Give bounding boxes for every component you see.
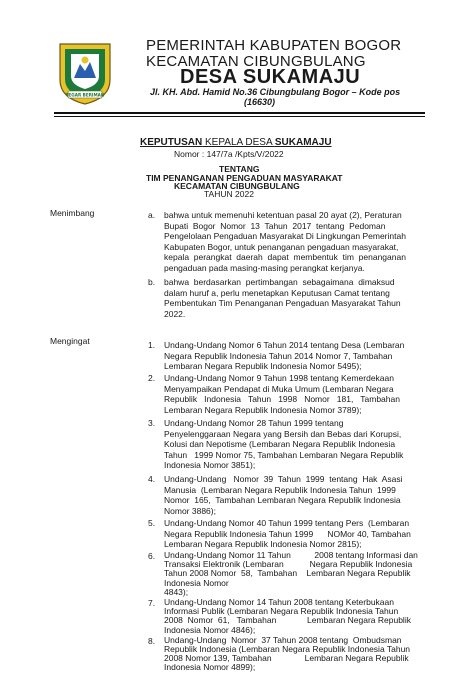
header-district: KECAMATAN CIBUNGBULANG (146, 53, 366, 70)
text-line: Undang-Undang Nomor 40 Tahun 1999 tentang Pers (Lembaran (164, 518, 410, 528)
menimbang-item-a (164, 210, 406, 274)
text-line: Lembaran Negara Republik Indonesia Nomor 5495); (164, 361, 362, 372)
mengingat-marker-1: 1. (148, 340, 156, 350)
menimbang-label: Menimbang (50, 208, 95, 218)
text-line: Kolusi dan Nepotisme (Lembaran Negara Republik Indonesia (164, 439, 396, 450)
text-line: Transaksi Elektronik (Lembaran Negara Republik Indonesia (164, 559, 413, 570)
mengingat-marker-8: 8. (148, 635, 156, 646)
text-line: bahwa untuk memenuhi ketentuan pasal 20 ayat (2), Peraturan (164, 210, 402, 220)
header-postcode: (16630) (244, 97, 276, 107)
menimbang-marker-b: b. (148, 277, 156, 287)
header-address: Jl. KH. Abd. Hamid No.36 Cibungbulang Bogor – Kode pos (150, 87, 401, 97)
text-line: 2022. (164, 308, 186, 319)
mengingat-item-1 (164, 340, 404, 372)
text-line: Indonesia Nomor (164, 577, 229, 588)
text-line: Indonesia Nomor 3851); (164, 460, 256, 471)
mengingat-item-6 (164, 551, 418, 597)
header-village: DESA SUKAMAJU (180, 66, 361, 88)
text-line: pengaduan pada masing-masing perangkat kerjanya. (164, 262, 365, 273)
kabupaten-bogor-logo (56, 40, 114, 106)
text-line: Undang-Undang Nomor 28 Tahun 1999 tentang (164, 418, 344, 428)
text-line: Nomor 165, Tambahan Lembaran Negara Republik Indonesia (164, 495, 401, 506)
text-line: Republik Indonesia Tahun 1998 Nomor 181, Tambahan (164, 394, 400, 405)
decree-subject-line1: TIM PENANGANAN PENGADUAN MASYARAKAT (146, 173, 343, 183)
menimbang-marker-a: a. (148, 210, 156, 220)
mengingat-item-4 (164, 474, 402, 516)
text-line: bahwa berdasarkan pertimbangan sebagaimana dimaksud (164, 277, 395, 287)
text-line: Pembentukan Tim Penanganan Pengaduan Masyarakat Tahun (164, 298, 401, 309)
text-line: 2008 Nomor 61, Tambahan Lembaran Negara Republik (164, 615, 411, 626)
header-government: PEMERINTAH KABUPATEN BOGOR (146, 37, 402, 54)
menimbang-item-b (164, 277, 401, 319)
letterhead-divider (54, 112, 425, 114)
text-line: kepala perangkat daerah dapat membentuk tim penanganan (164, 252, 406, 263)
text-line: Lembaran Negara Republik Indonesia Nomor 2815); (164, 539, 362, 550)
text-line: Undang-Undang Nomor 11 Tahun 2008 tentang Informasi dan (164, 550, 418, 560)
text-line: Negara Republik Indonesia Tahun 1999 NOMor 40, Tambahan (164, 528, 411, 539)
text-line: Tahun 1999 Nomor 75, Tambahan Lembaran Negara Republik (164, 449, 404, 460)
text-line: Undang-Undang Nomor 14 Tahun 2008 tentang Keterbukaan (164, 597, 394, 607)
decree-title-middle: KEPALA DESA (202, 137, 275, 148)
text-line: Kabupaten Bogor, untuk penanganan pengaduan masyarakat, (164, 241, 399, 252)
mengingat-item-5 (164, 518, 411, 550)
text-line: Manusia (Lembaran Negara Republik Indonesia Tahun 1999 (164, 484, 396, 495)
mengingat-item-8 (164, 636, 410, 673)
mengingat-marker-2: 2. (148, 373, 156, 383)
text-line: Undang-Undang Nomor 37 Tahun 2008 tentang Ombudsman (164, 634, 402, 645)
text-line: 4843); (164, 586, 189, 597)
text-line: Menyampaikan Pendapat di Muka Umum (Lembaran Negara (164, 383, 394, 394)
text-line: Undang-Undang Nomor 6 Tahun 2014 tentang Desa (Lembaran (164, 340, 405, 350)
mengingat-item-2 (164, 373, 400, 415)
decree-title-keputusan: KEPUTUSAN (140, 137, 203, 148)
text-line: Undang-Undang Nomor 9 Tahun 1998 tentang Kemerdekaan (164, 373, 394, 383)
text-line: Lembaran Negara Republik Indonesia Nomor 3789); (164, 404, 362, 415)
mengingat-marker-6: 6. (148, 551, 156, 561)
mengingat-marker-7: 7. (148, 598, 156, 608)
text-line: Tahun 2008 Nomor 58, Tambahan Lembaran Negara Republik (164, 568, 411, 579)
decree-subject-line2: KECAMATAN CIBUNGBULANG (174, 181, 300, 191)
decree-title (140, 137, 332, 148)
decree-subject-line3: TAHUN 2022 (204, 189, 254, 199)
mengingat-marker-4: 4. (148, 474, 156, 484)
text-line: Informasi Publik (Lembaran Negara Republik Indonesia Tahun (164, 606, 399, 617)
mengingat-item-7 (164, 598, 411, 635)
text-line: Undang-Undang Nomor 39 Tahun 1999 tentang Hak Asasi (164, 474, 403, 484)
letterhead-divider-thin (54, 116, 425, 117)
decree-title-village: SUKAMAJU (274, 137, 332, 148)
mengingat-item-3 (164, 418, 403, 471)
text-line: Indonesia Nomor 4846); (164, 624, 256, 635)
text-line: Negara Republik Indonesia Tahun 2014 Nomor 7, Tambahan (164, 350, 393, 361)
decree-number: Nomor : 147/7a /Kpts/V/2022 (174, 149, 284, 159)
logo-motto: TEGAR BERIMAN (65, 92, 105, 98)
text-line: Republik Indonesia (Lembaran Negara Republik Indonesia Tahun (164, 644, 411, 654)
mengingat-label: Mengingat (50, 336, 90, 346)
text-line: 2008 Nomor 139, Tambahan Lembaran Negara Republik (164, 653, 409, 664)
mengingat-marker-3: 3. (148, 418, 156, 428)
mengingat-marker-5: 5. (148, 518, 156, 528)
text-line: Pengelolaan Pengaduan Masyarakat Di Lingkungan Pemerintah (164, 231, 406, 242)
text-line: Bupati Bogor Nomor 13 Tahun 2017 tentang Pedoman (164, 220, 386, 231)
text-line: dalam huruf a, perlu menetapkan Keputusan Camat tentang (164, 287, 390, 298)
tentang-heading: TENTANG (219, 164, 260, 174)
text-line: Nomor 3886); (164, 505, 216, 516)
text-line: Penyelenggaraan Negara yang Bersih dan Bebas dari Korupsi, (164, 428, 402, 439)
text-line: Indonesia Nomor 4899); (164, 662, 256, 673)
